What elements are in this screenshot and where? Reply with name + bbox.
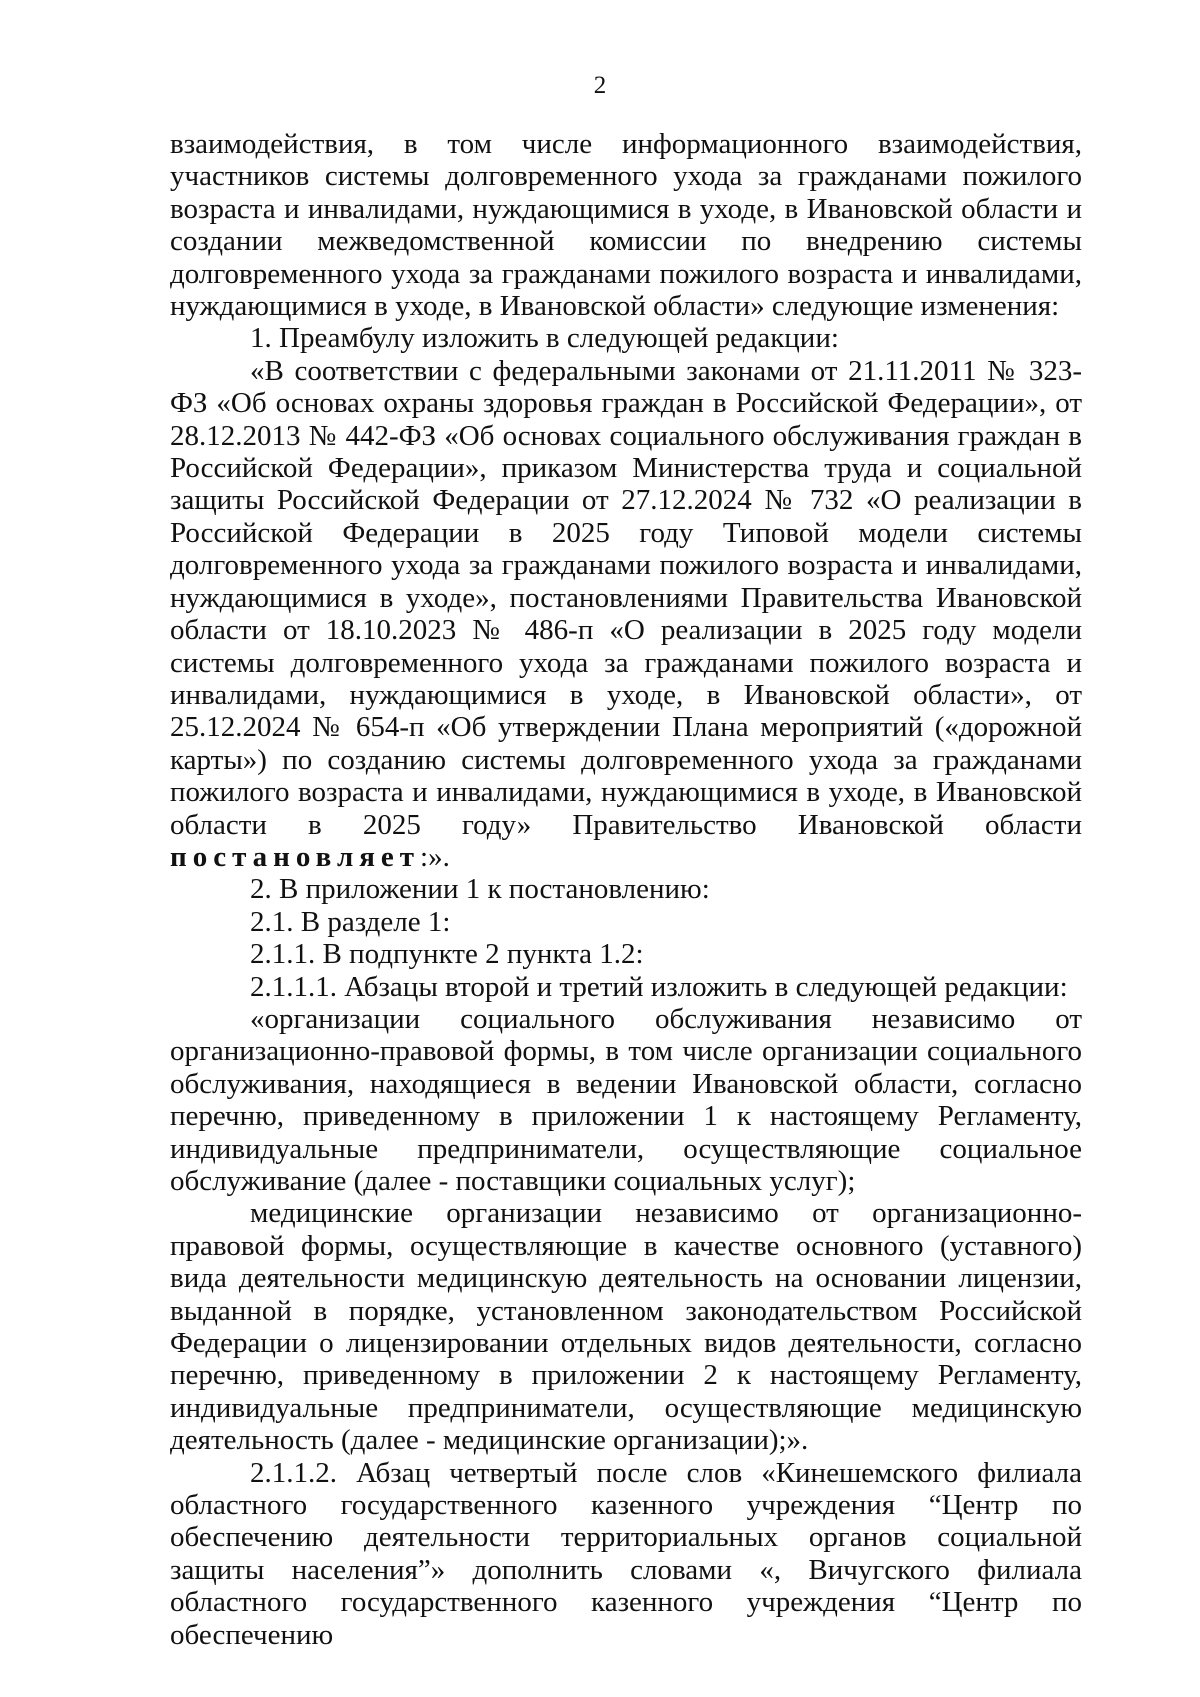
preamble-end: :». [420,840,450,873]
preamble-text: «В соответствии с федеральными законами от 21.11.2011 № 323-ФЗ «Об основах охраны здоровья граждан в Российской Федерации», от 28.12.2013 № 442-ФЗ «Об основах социального обслуживания граждан в Российской Федерации», приказом Министерства труда и социальной защиты Российской Федерации от 27.12.2024 № 732 «О реализации в Российской Федерации в 2025 году Типовой модели системы долговременного ухода за гражданами пожилого возраста и инвалидами, нуждающимися в уходе», постановлениями Правительства Ивановской области от 18.10.2023 № 486-п «О реализации в 2025 году модели системы долговременного ухода за гражданами пожилого возраста и инвалидами, нуждающимися в уходе, в Ивановской области», от 25.12.2024 № 654-п «Об утверждении Плана мероприятий («дорожной карты») по созданию системы долговременного ухода за гражданами пожилого возраста и инвалидами, нуждающимися в уходе, в Ивановской области в 2025 году» Правительство Ивановской области [170,354,1082,841]
document-body [170,128,1082,1651]
page-number: 2 [593,72,607,99]
paragraph-preamble [170,355,1082,874]
paragraph-item-2-1-1: 2.1.1. В подпункте 2 пункта 1.2: [250,938,644,971]
paragraph-item-1: 1. Преамбулу изложить в следующей редакции: [250,322,839,355]
paragraph-intro: взаимодействия, в том числе информационного взаимодействия, участников системы долговременного ухода за гражданами пожилого возраста и инвалидами, нуждающимися в уходе, в Ивановской области и создании межведомственной комиссии по внедрению системы долговременного ухода за гражданами пожилого возраста и инвалидами, нуждающимися в уходе, в Ивановской области» следующие изменения: [170,128,1082,323]
preamble-bold-word: постановляет [170,840,421,873]
paragraph-item-2-1-1-2: 2.1.1.2. Абзац четвертый после слов «Кинешемского филиала областного государственного казенного учреждения “Центр по обеспечению деятельности территориальных органов социальной защиты населения”» дополнить словами «, Вичугского филиала областного государственного казенного учреждения “Центр по обеспечению [170,1456,1082,1651]
paragraph-quote-social: «организации социального обслуживания независимо от организационно-правовой формы, в том числе организации социального обслуживания, находящиеся в ведении Ивановской области, согласно перечню, приведенному в приложении 1 к настоящему Регламенту, индивидуальные предприниматели, осуществляющие социальное обслуживание (далее - поставщики социальных услуг); [170,1002,1082,1197]
paragraph-item-2-1-1-1: 2.1.1.1. Абзацы второй и третий изложить в следующей редакции: [250,970,1068,1003]
paragraph-quote-medical: медицинские организации независимо от организационно-правовой формы, осуществляющие в качестве основного (уставного) вида деятельности медицинскую деятельность на основании лицензии, выданной в порядке, установленном законодательством Российской Федерации о лицензировании отдельных видов деятельности, согласно перечню, приведенному в приложении 2 к настоящему Регламенту, индивидуальные предприниматели, осуществляющие медицинскую деятельность (далее - медицинские организации);». [170,1197,1082,1457]
paragraph-item-2: 2. В приложении 1 к постановлению: [250,873,710,906]
paragraph-item-2-1: 2.1. В разделе 1: [250,905,451,938]
